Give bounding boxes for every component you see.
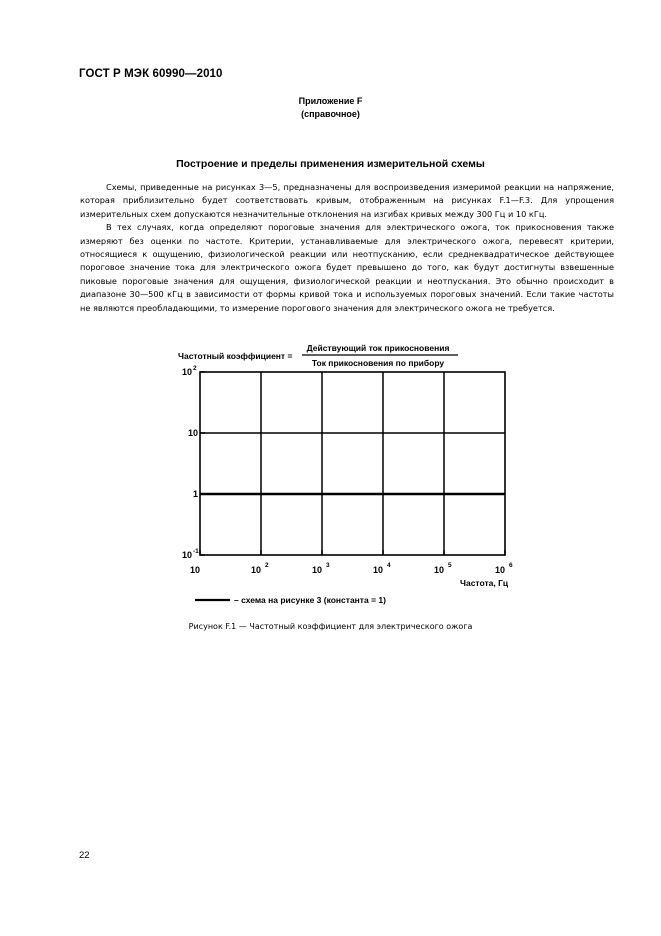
svg-text:10: 10 xyxy=(250,565,262,575)
section-title: Построение и пределы применения измерительной схемы xyxy=(176,158,485,170)
body-text xyxy=(80,181,614,315)
svg-text:1: 1 xyxy=(192,489,198,499)
y-tick-labels xyxy=(182,365,199,560)
svg-text:6: 6 xyxy=(509,562,513,569)
plot-frame xyxy=(200,372,505,555)
paragraph-1: Схемы, приведенные на рисунках 3—5, предназначены для воспроизведения измеримой реакции на напряжение, которая приблизительно будет соответствовать кривым, отображенным на рисунках F.1—F.3. Для упрощения измерительных схем допускаются незначительные отклонения на изгибах кривых между 300 Гц и 10 кГц. xyxy=(80,182,614,219)
figure-caption: Рисунок F.1 — Частотный коэффициент для электрического ожога xyxy=(188,622,473,631)
svg-text:10: 10 xyxy=(494,565,506,575)
svg-text:2: 2 xyxy=(193,365,197,372)
y-tick-label xyxy=(182,548,199,560)
svg-text:10: 10 xyxy=(433,565,445,575)
svg-text:10: 10 xyxy=(189,565,201,575)
annex-type: (справочное) xyxy=(301,109,360,119)
x-tick-labels xyxy=(190,562,513,575)
chart-title-left: Частотный коэффициент = xyxy=(178,351,293,361)
svg-text:10: 10 xyxy=(311,565,323,575)
chart-title-numerator: Действующий ток прикосновения xyxy=(306,343,450,353)
svg-text:4: 4 xyxy=(387,562,391,569)
svg-text:3: 3 xyxy=(326,562,330,569)
x-tick-label xyxy=(312,562,330,575)
x-tick-label xyxy=(251,562,269,575)
legend-label: – схема на рисунке 3 (константа = 1) xyxy=(234,595,386,605)
paragraph-2: В тех случаях, когда определяют пороговые значения для электрического ожога, ток прикосновения также измеряют без оценки по частоте. Критерии, устанавливаемые для электрического ожога, перевесят критерии, относящиеся к ощущению, физиологической реакции или неотпусканию, если среднеквадратическое действующее пороговое значение тока для электрического ожога будет превышено до того, как будут достигнуты взвешенные пиковые пороговые значения для ощущения, физиологической реакции и неотпускания. Это обычно происходит в диапазоне 30—500 кГц в зависимости от формы кривой тока и используемых пороговых значений. Если такие частоты не являются преобладающими, то измерение порогового значения для электрического ожога не требуется. xyxy=(80,222,614,313)
x-tick-label xyxy=(190,565,200,575)
svg-text:10: 10 xyxy=(372,565,384,575)
chart-title-denominator: Ток прикосновения по прибору xyxy=(311,358,445,368)
annex-title: Приложение F xyxy=(298,96,363,106)
svg-text:10: 10 xyxy=(187,428,198,438)
y-tick-label xyxy=(193,489,198,499)
frequency-factor-chart xyxy=(160,335,530,615)
y-tick-label xyxy=(188,428,198,438)
x-tick-label xyxy=(495,562,513,575)
x-tick-label xyxy=(434,562,452,575)
document-header: ГОСТ Р МЭК 60990—2010 xyxy=(79,68,223,80)
svg-text:2: 2 xyxy=(265,562,269,569)
svg-text:10: 10 xyxy=(181,367,192,377)
page-number: 22 xyxy=(79,850,90,861)
x-tick-label xyxy=(373,562,391,575)
x-axis-label: Частота, Гц xyxy=(460,578,509,588)
svg-text:-1: -1 xyxy=(193,548,199,555)
svg-text:10: 10 xyxy=(181,550,192,560)
plot-grid xyxy=(200,372,505,555)
svg-text:5: 5 xyxy=(448,562,452,569)
y-tick-label xyxy=(182,365,197,377)
